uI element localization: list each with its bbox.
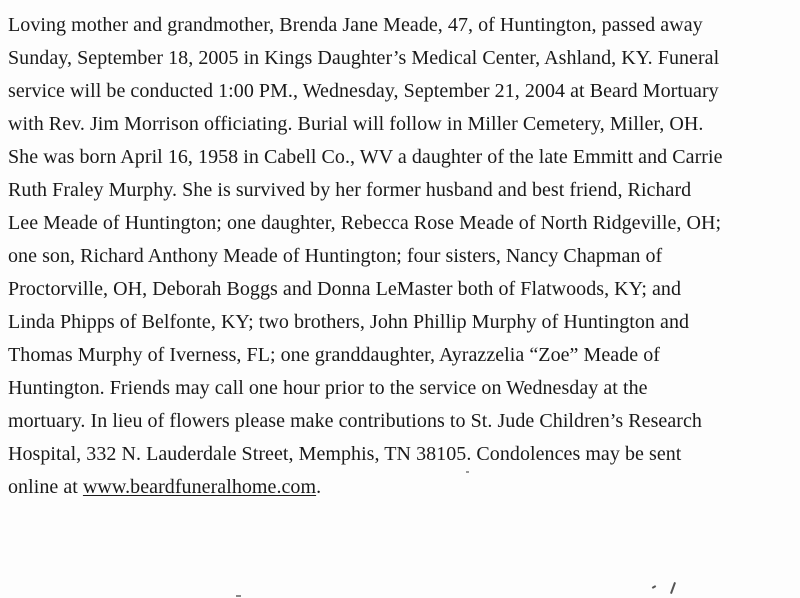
scan-speck [652, 585, 656, 589]
last-line-prefix: online at [8, 476, 83, 498]
text-line: mortuary. In lieu of flowers please make contributions to St. Jude Children’s Research [8, 410, 702, 432]
text-line: Loving mother and grandmother, Brenda Jane Meade, 47, of Huntington, passed away [8, 14, 703, 36]
text-line: with Rev. Jim Morrison officiating. Burial will follow in Miller Cemetery, Miller, OH. [8, 113, 704, 135]
website-link[interactable]: www.beardfuneralhome.com [82, 476, 317, 498]
text-line: Hospital, 332 N. Lauderdale Street, Memphis, TN 38105. Condolences may be sent [8, 443, 682, 465]
last-text-line [8, 476, 794, 509]
text-line: Lee Meade of Huntington; one daughter, Rebecca Rose Meade of North Ridgeville, OH; [8, 212, 722, 234]
text-line: one son, Richard Anthony Meade of Huntington; four sisters, Nancy Chapman of [8, 245, 663, 267]
text-line: Proctorville, OH, Deborah Boggs and Donna LeMaster both of Flatwoods, KY; and [8, 278, 682, 300]
text-line: Sunday, September 18, 2005 in Kings Daughter’s Medical Center, Ashland, KY. Funeral [8, 47, 720, 69]
text-line: Ruth Fraley Murphy. She is survived by her former husband and best friend, Richard [8, 179, 692, 201]
text-line: service will be conducted 1:00 PM., Wednesday, September 21, 2004 at Beard Mortuary [8, 80, 719, 102]
scan-speck [466, 471, 469, 473]
scan-speck [236, 595, 241, 597]
text-line: Thomas Murphy of Iverness, FL; one granddaughter, Ayrazzelia “Zoe” Meade of [8, 344, 660, 366]
text-line: She was born April 16, 1958 in Cabell Co., WV a daughter of the late Emmitt and Carrie [8, 146, 723, 168]
last-line-suffix: . [316, 476, 322, 498]
pen-mark [670, 582, 676, 594]
text-line: Linda Phipps of Belfonte, KY; two brothers, John Phillip Murphy of Huntington and [8, 311, 690, 333]
text-line: Huntington. Friends may call one hour prior to the service on Wednesday at the [8, 377, 648, 399]
obituary-text [8, 14, 794, 509]
